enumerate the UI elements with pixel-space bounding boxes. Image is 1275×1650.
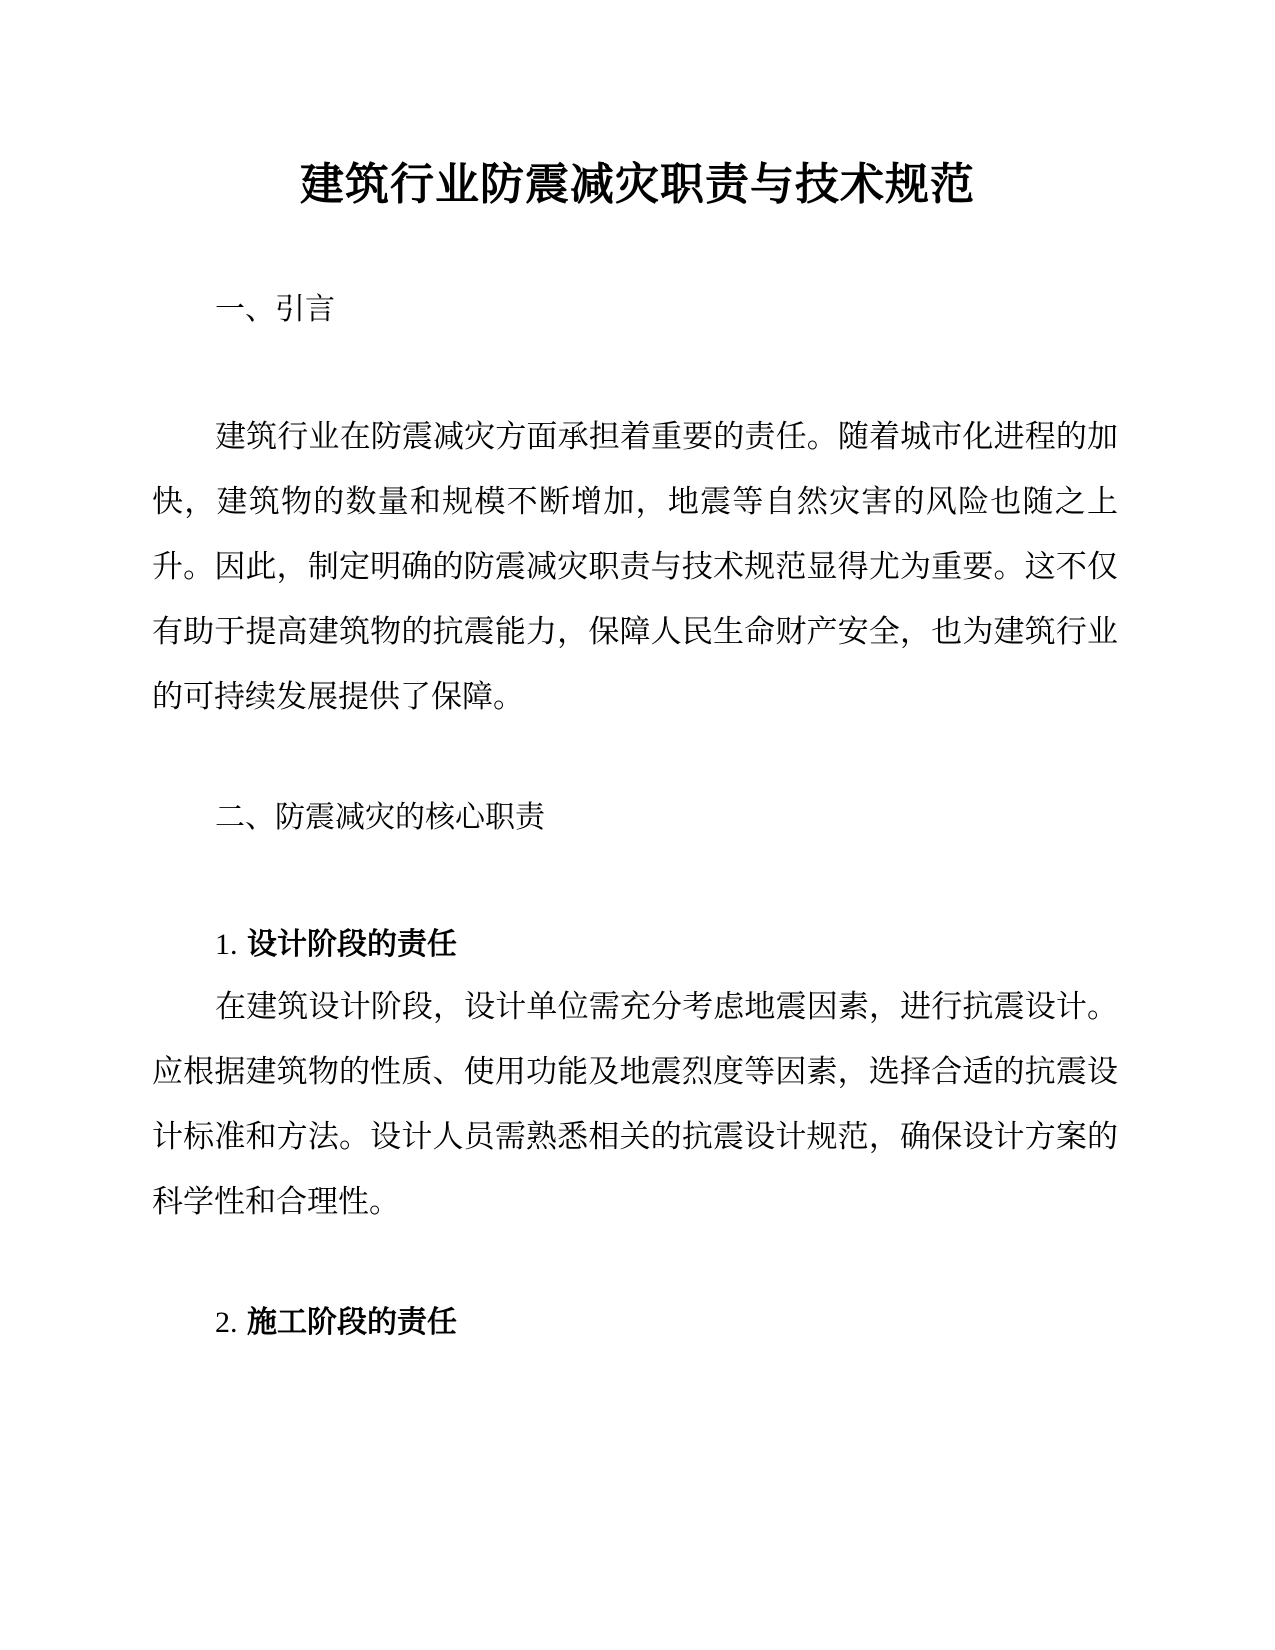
subheading-construction-stage	[215, 1300, 457, 1346]
document-title: 建筑行业防震减灾职责与技术规范	[300, 159, 975, 210]
subheading-number: 1.	[215, 928, 238, 961]
introduction-paragraph: 建筑行业在防震减灾方面承担着重要的责任。随着城市化进程的加快，建筑物的数量和规模不断增加，地震等自然灾害的风险也随之上升。因此，制定明确的防震减灾职责与技术规范显得尤为重要。这不仅有助于提高建筑物的抗震能力，保障人民生命财产安全，也为建筑行业的可持续发展提供了保障。	[152, 419, 1118, 715]
subheading-title: 施工阶段的责任	[247, 1305, 458, 1340]
design-stage-paragraph: 在建筑设计阶段，设计单位需充分考虑地震因素，进行抗震设计。应根据建筑物的性质、使用功能及地震烈度等因素，选择合适的抗震设计标准和方法。设计人员需熟悉相关的抗震设计规范，确保设计方案的科学性和合理性。	[152, 989, 1118, 1220]
subheading-title: 设计阶段的责任	[247, 927, 458, 962]
subheading-design-stage	[215, 922, 457, 968]
subheading-number: 2.	[215, 1306, 238, 1339]
section-heading-introduction: 一、引言	[215, 292, 335, 327]
section-heading-core-responsibilities: 二、防震减灾的核心职责	[215, 800, 545, 835]
